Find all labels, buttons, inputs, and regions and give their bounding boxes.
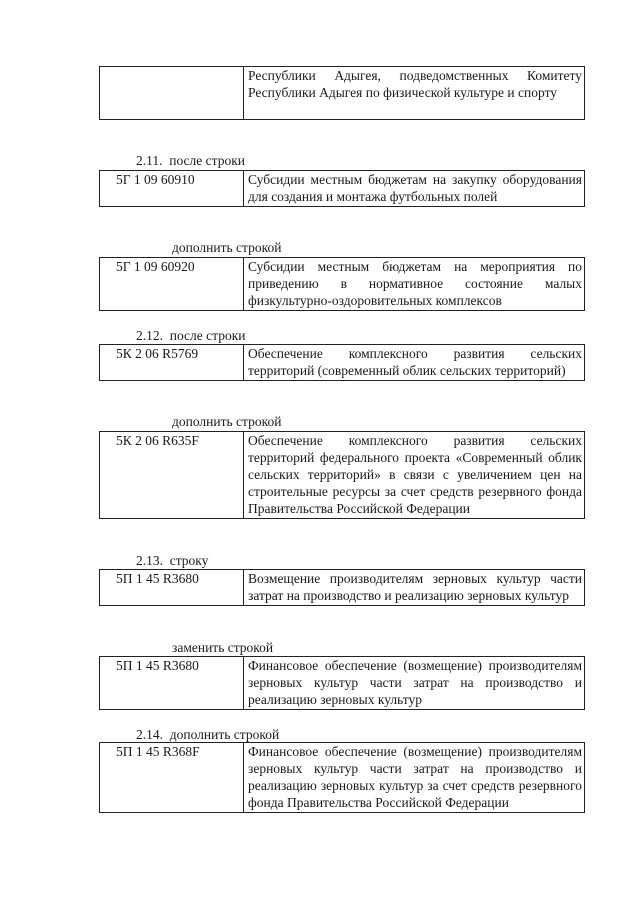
row-code	[100, 67, 244, 120]
row-description: Обеспечение комплексного развития сельских территорий федерального проекта «Современный облик сельских территорий» в связи с увеличением цен на строительные ресурсы за счет средств резервного фонда Правительства Российской Федерации	[244, 432, 585, 519]
table-row	[99, 431, 585, 519]
row-description: Финансовое обеспечение (возмещение) производителям зерновых культур части затрат на производство и реализацию зерновых культур	[244, 657, 585, 710]
section-number: 2.13.	[136, 553, 163, 568]
table-row	[99, 742, 585, 813]
table-row	[99, 257, 585, 311]
row-description: Республики Адыгея, подведомственных Комитету Республики Адыгея по физической культуре и спорту	[244, 67, 585, 120]
section-number: 2.14.	[136, 727, 163, 742]
table-row	[99, 569, 585, 606]
section-action-2-12: дополнить строкой	[172, 414, 282, 429]
section-heading-2-12	[136, 328, 246, 344]
section-number: 2.12.	[136, 328, 163, 343]
section-heading-2-11	[136, 153, 245, 169]
row-code: 5П 1 45 R3680	[100, 657, 244, 710]
continuation-row	[99, 66, 585, 120]
section-number: 2.11.	[136, 153, 163, 168]
row-description: Финансовое обеспечение (возмещение) производителям зерновых культур части затрат на производство и реализацию зерновых культур за счет средств резервного фонда Правительства Российской Федерации	[244, 743, 585, 813]
row-description: Обеспечение комплексного развития сельских территорий (современный облик сельских территорий)	[244, 345, 585, 381]
section-action-2-11: дополнить строкой	[172, 240, 282, 255]
section-heading-2-14	[136, 727, 279, 743]
section-instruction: после строки	[169, 153, 245, 168]
section-instruction: после строки	[169, 328, 246, 343]
table-row	[99, 344, 585, 381]
row-code: 5Г 1 09 60920	[100, 258, 244, 311]
row-description: Субсидии местным бюджетам на закупку оборудования для создания и монтажа футбольных полей	[244, 171, 585, 207]
row-code: 5П 1 45 R368F	[100, 743, 244, 813]
table-row	[99, 170, 585, 207]
section-heading-2-13	[136, 553, 208, 569]
section-action-2-13: заменить строкой	[172, 640, 274, 655]
section-instruction: строку	[169, 553, 209, 568]
section-instruction: дополнить строкой	[169, 727, 280, 742]
row-code: 5П 1 45 R3680	[100, 570, 244, 606]
row-description: Субсидии местным бюджетам на мероприятия по приведению в нормативное состояние малых физкультурно-оздоровительных комплексов	[244, 258, 585, 311]
row-description: Возмещение производителям зерновых культур части затрат на производство и реализацию зерновых культур	[244, 570, 585, 606]
table-row	[99, 656, 585, 710]
row-code: 5К 2 06 R5769	[100, 345, 244, 381]
row-code: 5К 2 06 R635F	[100, 432, 244, 519]
row-code: 5Г 1 09 60910	[100, 171, 244, 207]
